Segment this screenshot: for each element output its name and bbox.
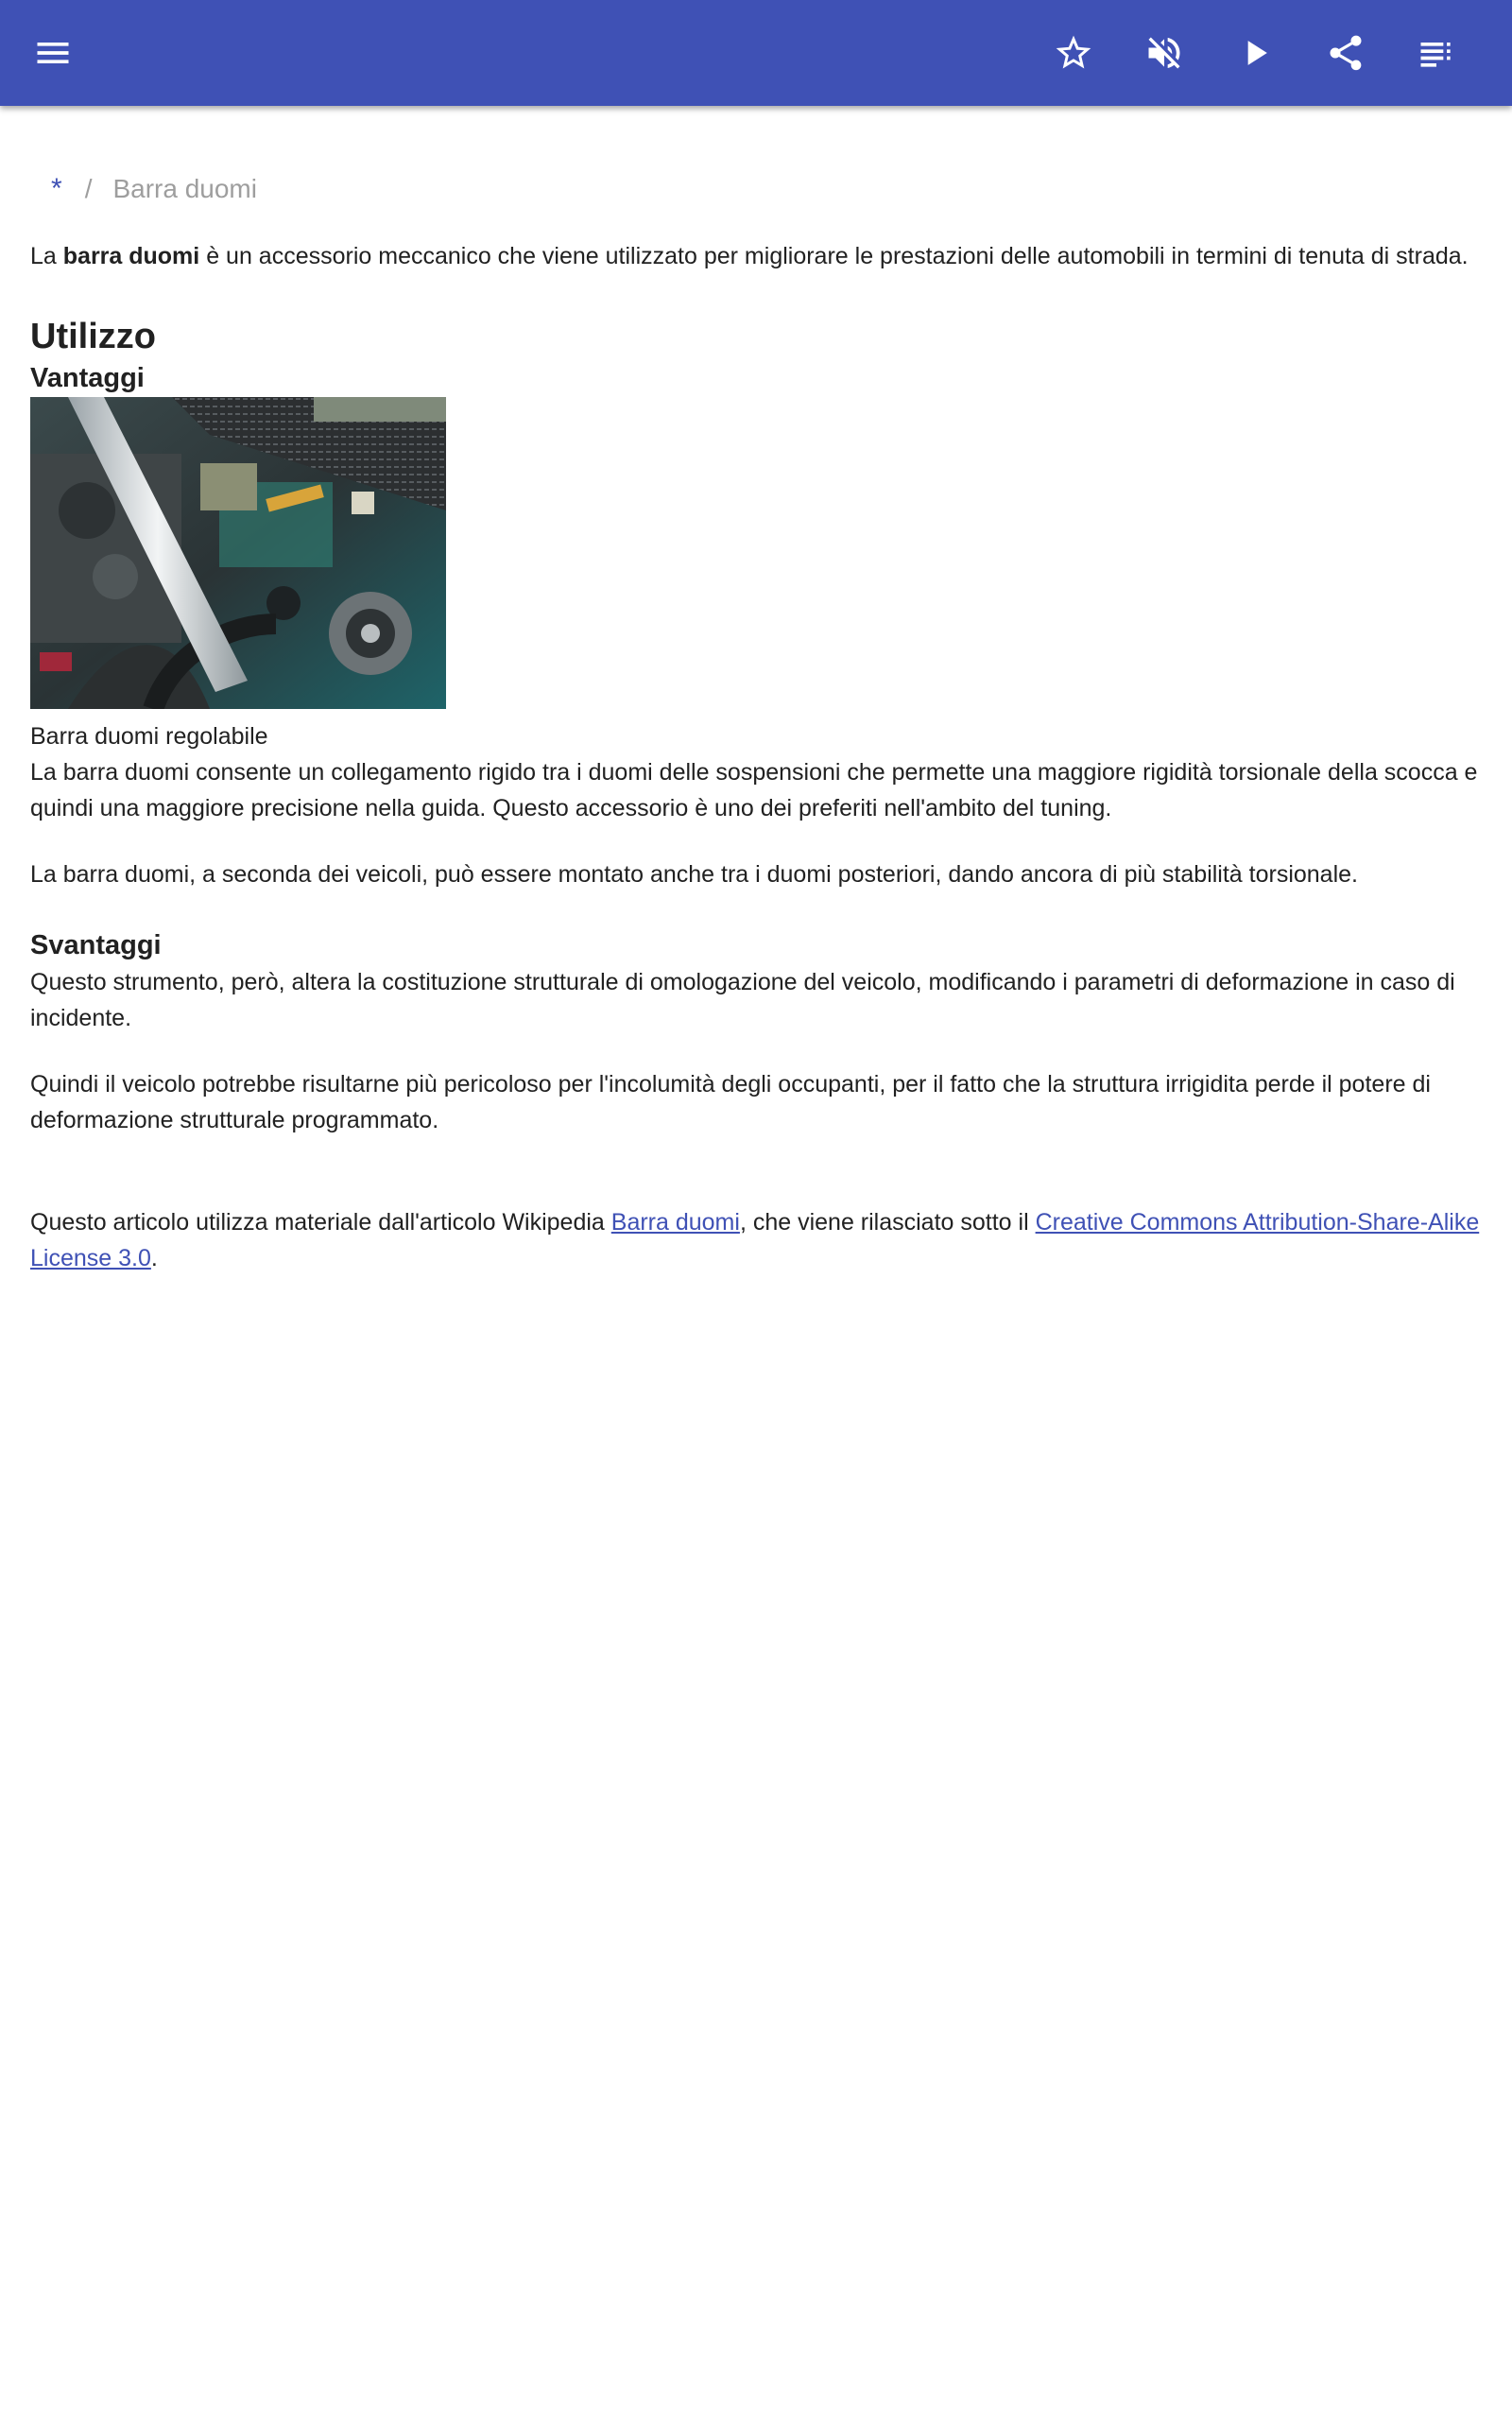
intro-text-end: è un accessorio meccanico che viene utilizzato per migliorare le prestazioni delle automobili in termini di tenuta di strada. [199, 243, 1469, 269]
menu-button[interactable] [23, 23, 83, 83]
mute-button[interactable] [1134, 23, 1194, 83]
section-title-utilizzo: Utilizzo [30, 317, 156, 356]
image-caption: Barra duomi regolabile [30, 723, 268, 750]
subsection-title-svantaggi: Svantaggi [30, 930, 162, 960]
license-footer [30, 1204, 1482, 1276]
breadcrumb-home[interactable]: * [51, 173, 62, 204]
favorite-button[interactable] [1043, 23, 1104, 83]
svantaggi-paragraph-2: Quindi il veicolo potrebbe risultarne più pericoloso per l'incolumità degli occupanti, per il fatto che la struttura irrigidita perde il potere di deformazione strutturale programmato. [30, 1071, 1431, 1133]
play-button[interactable] [1225, 23, 1285, 83]
license-link[interactable]: Creative Commons Attribution-Share-Alike License 3.0 [30, 1209, 1480, 1271]
app-toolbar [0, 0, 1512, 106]
breadcrumb-current: Barra duomi [112, 174, 257, 203]
hamburger-menu-icon [32, 32, 74, 74]
engine-bay-illustration [30, 397, 446, 709]
intro-bold-term: barra duomi [62, 243, 200, 269]
share-icon [1325, 32, 1366, 74]
vantaggi-paragraph-2: La barra duomi, a seconda dei veicoli, può essere montato anche tra i duomi posteriori, dando ancora di più stabilità torsionale. [30, 861, 1358, 888]
footer-text-3: . [150, 1245, 158, 1271]
footer-text-2: , che viene rilasciato sotto il [739, 1209, 1036, 1236]
breadcrumb [30, 170, 1482, 208]
volume-off-icon [1143, 32, 1185, 74]
subsection-title-vantaggi: Vantaggi [30, 363, 145, 393]
wikipedia-article-link[interactable]: Barra duomi [610, 1209, 740, 1236]
star-icon [1053, 32, 1094, 74]
footer-text-1: Questo articolo utilizza materiale dall'articolo Wikipedia [30, 1209, 611, 1236]
strut-bar-photo[interactable] [30, 397, 446, 709]
play-icon [1234, 32, 1276, 74]
breadcrumb-separator: / [84, 174, 93, 203]
intro-text-start: La [30, 243, 63, 269]
contents-button[interactable] [1406, 23, 1467, 83]
playlist-icon [1416, 32, 1457, 74]
vantaggi-paragraph-1: La barra duomi consente un collegamento rigido tra i duomi delle sospensioni che permette una maggiore rigidità torsionale della scocca e quindi una maggiore precisione nella guida. Questo accessorio è uno dei preferiti nell'ambito del tuning. [30, 759, 1478, 821]
intro-paragraph [30, 238, 1482, 274]
svantaggi-paragraph-1: Questo strumento, però, altera la costituzione strutturale di omologazione del veicolo, modificando i parametri di deformazione in caso di incidente. [30, 969, 1455, 1031]
article-content [30, 106, 1482, 1276]
share-button[interactable] [1315, 23, 1376, 83]
